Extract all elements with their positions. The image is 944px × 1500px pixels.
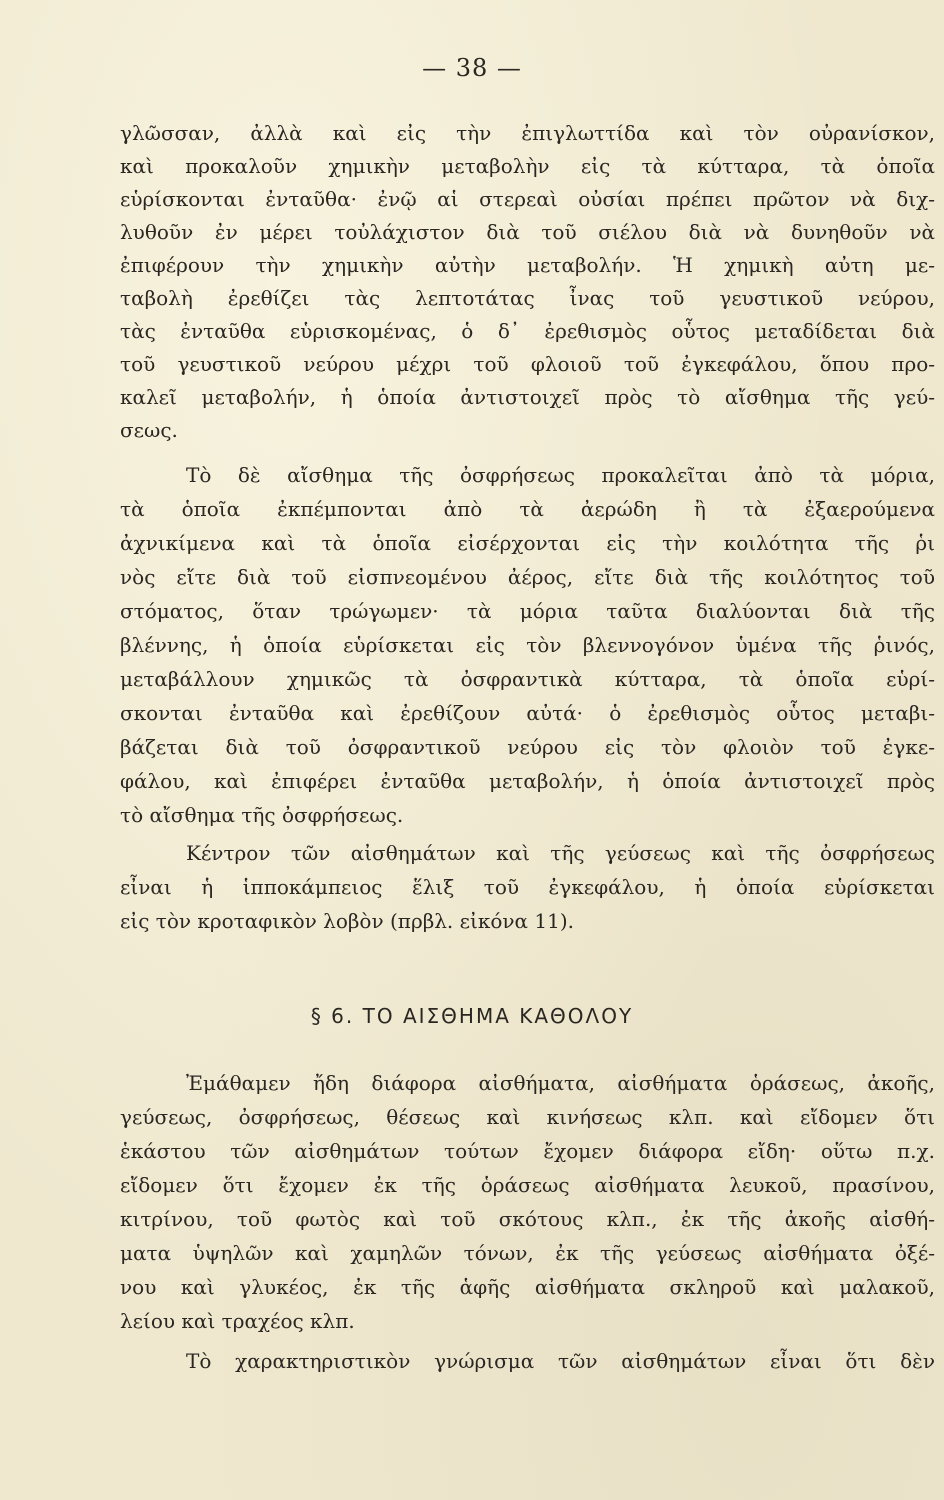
text-line: εἴδομεν ὅτι ἔχομεν ἐκ τῆς ὁράσεως αἰσθήματα λευκοῦ, πρασίνου, [120, 1173, 935, 1197]
text-line: εὑρίσκονται ἐνταῦθα· ἐνῷ αἱ στερεαὶ οὐσίαι πρέπει πρῶτον νὰ διχ- [120, 187, 935, 211]
text-line: νὸς εἴτε διὰ τοῦ εἰσπνεομένου ἀέρος, εἴτε διὰ τῆς κοιλότητος τοῦ [120, 565, 935, 589]
text-line: τὰ ὁποῖα ἐκπέμπονται ἀπὸ τὰ ἀερώδη ἢ τὰ ἐξαερούμενα [120, 497, 935, 521]
text-line: καὶ προκαλοῦν χημικὴν μεταβολὴν εἰς τὰ κύτταρα, τὰ ὁποῖα [120, 154, 935, 178]
text-line: λυθοῦν ἐν μέρει τοὐλάχιστον διὰ τοῦ σιέλου διὰ νὰ δυνηθοῦν νὰ [120, 220, 935, 244]
page-number: — 38 — [422, 54, 522, 82]
text-line: μεταβάλλουν χημικῶς τὰ ὀσφραντικὰ κύτταρα, τὰ ὁποῖα εὑρί- [120, 667, 935, 691]
text-line: σεως. [120, 418, 178, 442]
text-line: ἑκάστου τῶν αἰσθημάτων τούτων ἔχομεν διάφορα εἴδη· οὕτω π.χ. [120, 1139, 935, 1163]
text-line: ἐπιφέρουν τὴν χημικὴν αὐτὴν μεταβολήν. Ἡ χημικὴ αὐτη με- [120, 253, 935, 277]
text-line: σκονται ἐνταῦθα καὶ ἐρεθίζουν αὐτά· ὁ ἐρεθισμὸς οὗτος μεταβι- [120, 701, 935, 725]
text-line: φάλου, καὶ ἐπιφέρει ἐνταῦθα μεταβολήν, ἡ ὁποία ἀντιστοιχεῖ πρὸς [120, 769, 935, 793]
text-line: Κέντρον τῶν αἰσθημάτων καὶ τῆς γεύσεως καὶ τῆς ὀσφρήσεως [186, 841, 935, 865]
text-line: λείου καὶ τραχέος κλπ. [120, 1309, 355, 1333]
text-line: βλέννης, ἡ ὁποία εὑρίσκεται εἰς τὸν βλεννογόνον ὑμένα τῆς ῥινός, [120, 633, 935, 657]
text-line: ματα ὑψηλῶν καὶ χαμηλῶν τόνων, ἐκ τῆς γεύσεως αἰσθήματα ὀξέ- [120, 1241, 935, 1265]
text-line: τοῦ γευστικοῦ νεύρου μέχρι τοῦ φλοιοῦ τοῦ ἐγκεφάλου, ὅπου προ- [120, 352, 935, 376]
text-line: τὸ αἴσθημα τῆς ὀσφρήσεως. [120, 803, 404, 827]
text-line: νου καὶ γλυκέος, ἐκ τῆς ἁφῆς αἰσθήματα σκληροῦ καὶ μαλακοῦ, [120, 1275, 935, 1299]
text-line: ταβολὴ ἐρεθίζει τὰς λεπτοτάτας ἶνας τοῦ γευστικοῦ νεύρου, [120, 286, 935, 310]
text-line: καλεῖ μεταβολήν, ἡ ὁποία ἀντιστοιχεῖ πρὸς τὸ αἴσθημα τῆς γεύ- [120, 385, 935, 409]
text-line: κιτρίνου, τοῦ φωτὸς καὶ τοῦ σκότους κλπ., ἐκ τῆς ἀκοῆς αἰσθή- [120, 1207, 935, 1231]
section-heading: § 6. ΤΟ ΑΙΣΘΗΜΑ ΚΑΘΟΛΟΥ [310, 1004, 634, 1028]
text-line: Τὸ χαρακτηριστικὸν γνώρισμα τῶν αἰσθημάτων εἶναι ὅτι δὲν [186, 1349, 935, 1373]
text-line: Τὸ δὲ αἴσθημα τῆς ὀσφρήσεως προκαλεῖται ἀπὸ τὰ μόρια, [186, 463, 935, 487]
text-line: Ἐμάθαμεν ἤδη διάφορα αἰσθήματα, αἰσθήματα ὁράσεως, ἀκοῆς, [186, 1071, 935, 1095]
text-line: ἀχνικίμενα καὶ τὰ ὁποῖα εἰσέρχονται εἰς τὴν κοιλότητα τῆς ῥι [120, 531, 935, 555]
text-line: τὰς ἐνταῦθα εὑρισκομένας, ὁ δ᾽ ἐρεθισμὸς οὗτος μεταδίδεται διὰ [120, 319, 935, 343]
text-line: στόματος, ὅταν τρώγωμεν· τὰ μόρια ταῦτα διαλύονται διὰ τῆς [120, 599, 935, 623]
text-line: γεύσεως, ὀσφρήσεως, θέσεως καὶ κινήσεως κλπ. καὶ εἴδομεν ὅτι [120, 1105, 935, 1129]
text-line: γλῶσσαν, ἀλλὰ καὶ εἰς τὴν ἐπιγλωττίδα καὶ τὸν οὐρανίσκον, [120, 121, 935, 145]
text-line: εἰς τὸν κροταφικὸν λοβὸν (πρβλ. εἰκόνα 11). [120, 909, 575, 933]
text-line: βάζεται διὰ τοῦ ὀσφραντικοῦ νεύρου εἰς τὸν φλοιὸν τοῦ ἐγκε- [120, 735, 935, 759]
text-line: εἶναι ἡ ἱπποκάμπειος ἕλιξ τοῦ ἐγκεφάλου, ἡ ὁποία εὑρίσκεται [120, 875, 935, 899]
